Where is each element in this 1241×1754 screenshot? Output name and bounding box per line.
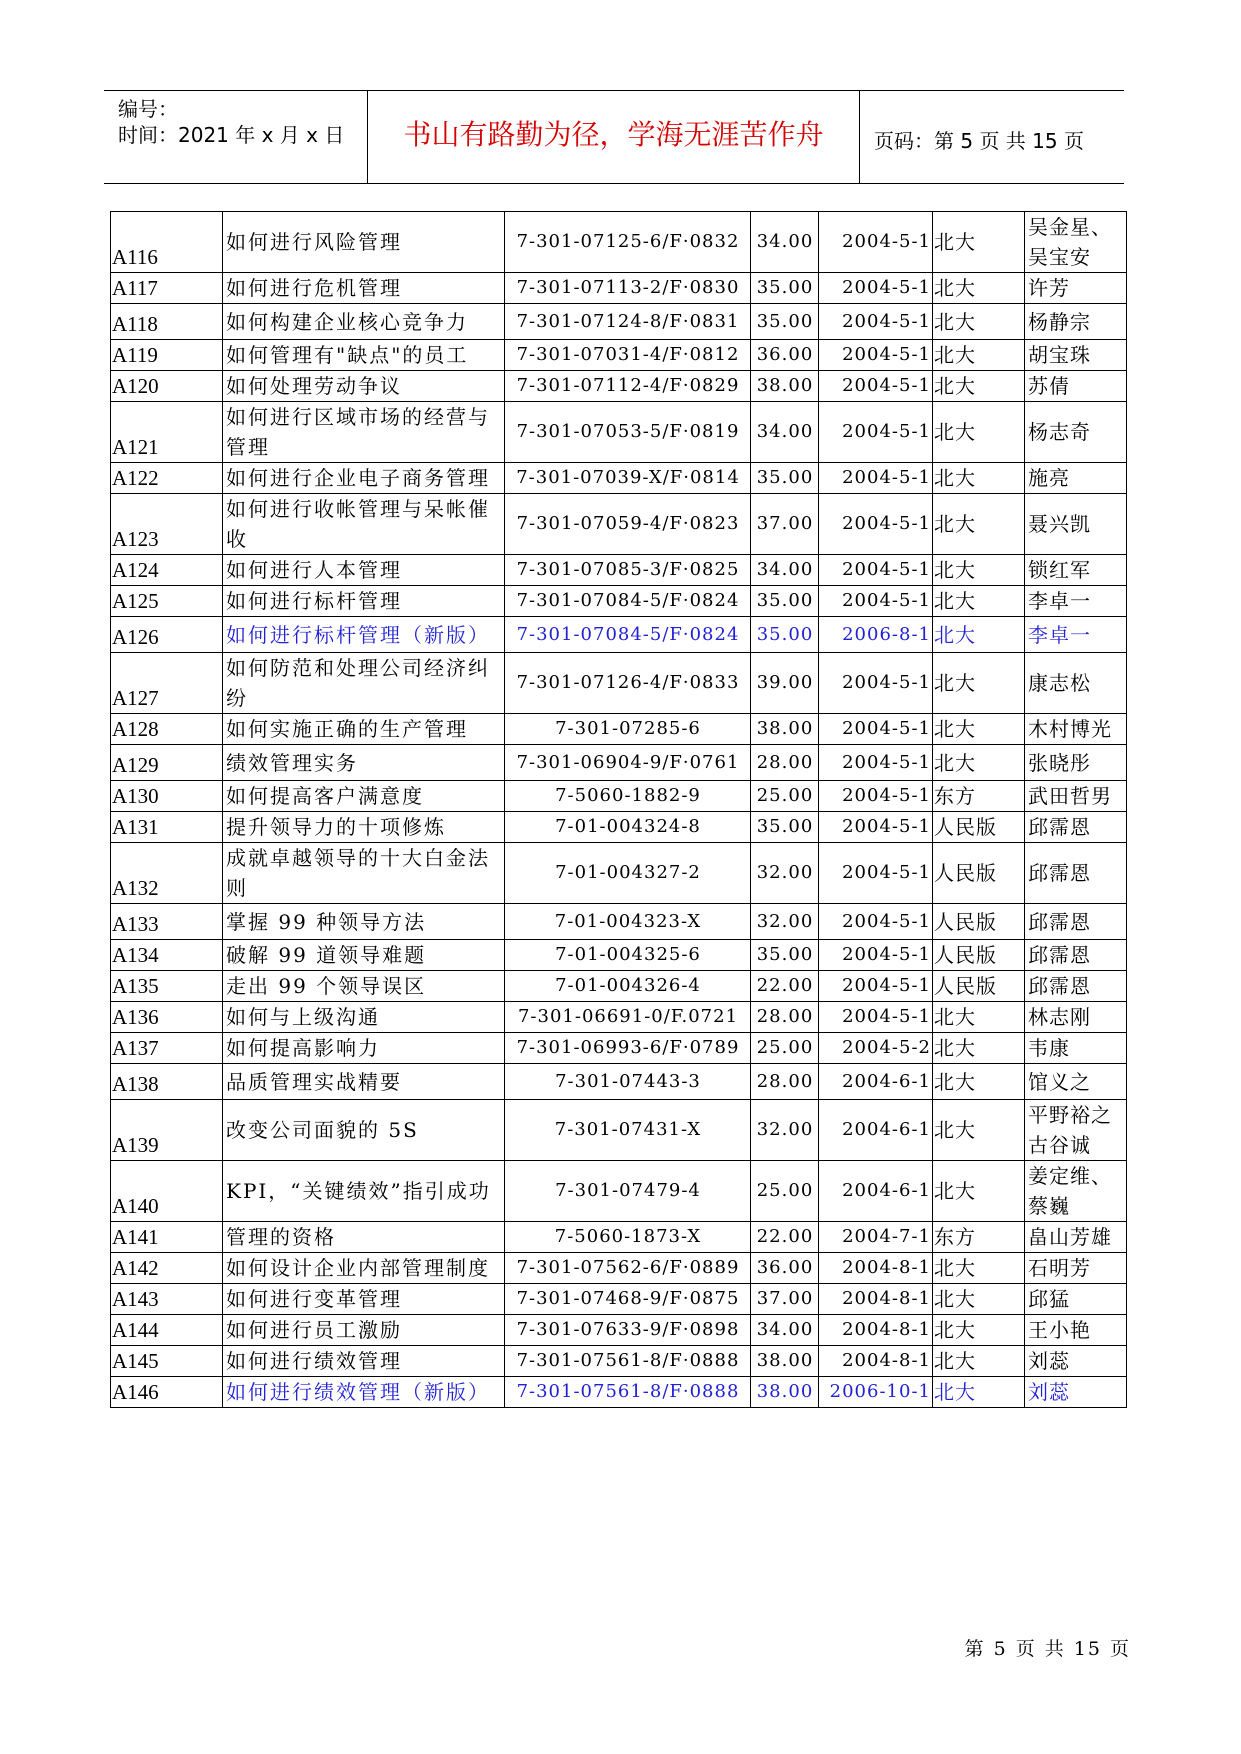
row-author: 邱霈恩 <box>1025 843 1127 904</box>
row-title: 如何进行人本管理 <box>223 555 505 586</box>
time-label: 时间：2021 年 x 月 x 日 <box>118 123 345 147</box>
row-author: 馆义之 <box>1025 1064 1127 1100</box>
row-date: 2004-5-1 <box>819 494 933 555</box>
table-row <box>111 1346 1127 1377</box>
row-isbn: 7-01-004327-2 <box>505 843 751 904</box>
row-publisher: 北大 <box>933 555 1025 586</box>
row-code: A142 <box>111 1253 223 1284</box>
row-author: 王小艳 <box>1025 1315 1127 1346</box>
row-code: A127 <box>111 653 223 714</box>
row-date: 2004-5-1 <box>819 273 933 304</box>
table-row <box>111 714 1127 745</box>
row-code: A129 <box>111 745 223 781</box>
table-row <box>111 1222 1127 1253</box>
row-author: 吴金星、吴宝安 <box>1025 212 1127 273</box>
row-publisher: 东方 <box>933 781 1025 812</box>
row-isbn: 7-301-07084-5/F·0824 <box>505 617 751 653</box>
row-title: 如何进行标杆管理 <box>223 586 505 617</box>
table-row <box>111 1064 1127 1100</box>
row-code: A121 <box>111 402 223 463</box>
row-isbn: 7-301-07084-5/F·0824 <box>505 586 751 617</box>
row-code: A135 <box>111 971 223 1002</box>
row-price: 35.00 <box>751 940 819 971</box>
row-publisher: 北大 <box>933 463 1025 494</box>
table-row <box>111 971 1127 1002</box>
row-author: 畠山芳雄 <box>1025 1222 1127 1253</box>
row-title: 如何进行危机管理 <box>223 273 505 304</box>
row-code: A132 <box>111 843 223 904</box>
row-price: 34.00 <box>751 402 819 463</box>
table-row <box>111 1002 1127 1033</box>
table-row <box>111 555 1127 586</box>
row-title: 绩效管理实务 <box>223 745 505 781</box>
row-author: 施亮 <box>1025 463 1127 494</box>
row-author: 锁红军 <box>1025 555 1127 586</box>
row-code: A137 <box>111 1033 223 1064</box>
table-row <box>111 463 1127 494</box>
row-price: 25.00 <box>751 1161 819 1222</box>
row-price: 35.00 <box>751 586 819 617</box>
row-price: 34.00 <box>751 1315 819 1346</box>
row-publisher: 北大 <box>933 745 1025 781</box>
row-date: 2004-5-1 <box>819 1002 933 1033</box>
row-title: 改变公司面貌的 5S <box>223 1100 505 1161</box>
table-row <box>111 1253 1127 1284</box>
row-price: 38.00 <box>751 1377 819 1408</box>
row-author: 李卓一 <box>1025 617 1127 653</box>
row-author: 李卓一 <box>1025 586 1127 617</box>
row-price: 28.00 <box>751 745 819 781</box>
row-author: 杨志奇 <box>1025 402 1127 463</box>
row-title: 如何处理劳动争议 <box>223 371 505 402</box>
row-publisher: 北大 <box>933 653 1025 714</box>
row-title: 如何设计企业内部管理制度 <box>223 1253 505 1284</box>
row-date: 2004-5-1 <box>819 304 933 340</box>
row-code: A136 <box>111 1002 223 1033</box>
row-code: A126 <box>111 617 223 653</box>
row-price: 38.00 <box>751 714 819 745</box>
row-date: 2004-5-1 <box>819 714 933 745</box>
row-author: 石明芳 <box>1025 1253 1127 1284</box>
row-author: 刘蕊 <box>1025 1377 1127 1408</box>
row-price: 35.00 <box>751 463 819 494</box>
row-isbn: 7-301-07039-X/F·0814 <box>505 463 751 494</box>
table-row <box>111 212 1127 273</box>
row-isbn: 7-301-07031-4/F·0812 <box>505 340 751 371</box>
row-code: A146 <box>111 1377 223 1408</box>
row-isbn: 7-301-06993-6/F·0789 <box>505 1033 751 1064</box>
row-price: 22.00 <box>751 1222 819 1253</box>
row-author: 姜定维、蔡巍 <box>1025 1161 1127 1222</box>
row-date: 2004-5-1 <box>819 371 933 402</box>
row-title: 如何提高客户满意度 <box>223 781 505 812</box>
row-date: 2004-5-1 <box>819 812 933 843</box>
row-price: 37.00 <box>751 1284 819 1315</box>
row-isbn: 7-301-07053-5/F·0819 <box>505 402 751 463</box>
row-title: 走出 99 个领导误区 <box>223 971 505 1002</box>
row-title: 如何进行变革管理 <box>223 1284 505 1315</box>
row-price: 32.00 <box>751 1100 819 1161</box>
row-publisher: 人民版 <box>933 904 1025 940</box>
row-title: 提升领导力的十项修炼 <box>223 812 505 843</box>
row-date: 2006-8-1 <box>819 617 933 653</box>
row-isbn: 7-301-07561-8/F·0888 <box>505 1346 751 1377</box>
table-row <box>111 1100 1127 1161</box>
row-author: 胡宝珠 <box>1025 340 1127 371</box>
row-isbn: 7-01-004325-6 <box>505 940 751 971</box>
table-row <box>111 273 1127 304</box>
row-code: A140 <box>111 1161 223 1222</box>
row-isbn: 7-5060-1873-X <box>505 1222 751 1253</box>
number-label: 编号： <box>118 97 178 121</box>
row-publisher: 人民版 <box>933 812 1025 843</box>
row-title: 如何防范和处理公司经济纠纷 <box>223 653 505 714</box>
row-author: 张晓彤 <box>1025 745 1127 781</box>
row-date: 2004-5-1 <box>819 555 933 586</box>
row-publisher: 北大 <box>933 1064 1025 1100</box>
table-row <box>111 1377 1127 1408</box>
row-price: 35.00 <box>751 273 819 304</box>
row-publisher: 北大 <box>933 1100 1025 1161</box>
row-date: 2004-5-1 <box>819 940 933 971</box>
row-title: KPI，“关键绩效”指引成功 <box>223 1161 505 1222</box>
row-price: 36.00 <box>751 1253 819 1284</box>
row-code: A139 <box>111 1100 223 1161</box>
row-code: A120 <box>111 371 223 402</box>
row-publisher: 北大 <box>933 1284 1025 1315</box>
row-author: 杨静宗 <box>1025 304 1127 340</box>
row-title: 如何进行绩效管理（新版） <box>223 1377 505 1408</box>
table-row <box>111 617 1127 653</box>
row-isbn: 7-301-07059-4/F·0823 <box>505 494 751 555</box>
row-code: A130 <box>111 781 223 812</box>
row-author: 聂兴凯 <box>1025 494 1127 555</box>
row-publisher: 北大 <box>933 340 1025 371</box>
row-date: 2004-5-1 <box>819 843 933 904</box>
row-isbn: 7-301-07124-8/F·0831 <box>505 304 751 340</box>
row-title: 如何与上级沟通 <box>223 1002 505 1033</box>
row-title: 如何管理有"缺点"的员工 <box>223 340 505 371</box>
row-code: A116 <box>111 212 223 273</box>
page-header <box>104 90 1124 184</box>
table-row <box>111 402 1127 463</box>
row-date: 2004-5-1 <box>819 653 933 714</box>
row-code: A134 <box>111 940 223 971</box>
row-title: 如何进行员工激励 <box>223 1315 505 1346</box>
row-price: 34.00 <box>751 212 819 273</box>
row-date: 2004-6-1 <box>819 1161 933 1222</box>
row-isbn: 7-301-07112-4/F·0829 <box>505 371 751 402</box>
row-code: A122 <box>111 463 223 494</box>
row-date: 2004-6-1 <box>819 1064 933 1100</box>
table-row <box>111 653 1127 714</box>
table-row <box>111 1284 1127 1315</box>
row-date: 2004-5-1 <box>819 745 933 781</box>
header-motto: 书山有路勤为径，学海无涯苦作舟 <box>403 118 824 151</box>
table-row <box>111 781 1127 812</box>
book-list-table <box>110 211 1127 1408</box>
row-publisher: 北大 <box>933 586 1025 617</box>
row-code: A128 <box>111 714 223 745</box>
row-code: A118 <box>111 304 223 340</box>
row-date: 2004-8-1 <box>819 1284 933 1315</box>
row-title: 如何提高影响力 <box>223 1033 505 1064</box>
row-publisher: 人民版 <box>933 843 1025 904</box>
row-author: 邱霈恩 <box>1025 971 1127 1002</box>
row-price: 22.00 <box>751 971 819 1002</box>
row-title: 掌握 99 种领导方法 <box>223 904 505 940</box>
header-info <box>118 91 368 183</box>
row-isbn: 7-301-07431-X <box>505 1100 751 1161</box>
row-date: 2004-8-1 <box>819 1315 933 1346</box>
row-isbn: 7-01-004326-4 <box>505 971 751 1002</box>
row-price: 32.00 <box>751 904 819 940</box>
row-isbn: 7-01-004323-X <box>505 904 751 940</box>
row-code: A143 <box>111 1284 223 1315</box>
row-title: 如何进行区域市场的经营与管理 <box>223 402 505 463</box>
row-publisher: 北大 <box>933 273 1025 304</box>
row-title: 如何进行绩效管理 <box>223 1346 505 1377</box>
row-title: 如何进行标杆管理（新版） <box>223 617 505 653</box>
row-publisher: 北大 <box>933 1377 1025 1408</box>
row-publisher: 北大 <box>933 714 1025 745</box>
row-author: 邱霈恩 <box>1025 940 1127 971</box>
row-isbn: 7-301-07562-6/F·0889 <box>505 1253 751 1284</box>
row-price: 35.00 <box>751 304 819 340</box>
row-code: A124 <box>111 555 223 586</box>
row-title: 破解 99 道领导难题 <box>223 940 505 971</box>
row-publisher: 北大 <box>933 1161 1025 1222</box>
row-publisher: 人民版 <box>933 940 1025 971</box>
row-price: 39.00 <box>751 653 819 714</box>
row-author: 平野裕之古谷诚 <box>1025 1100 1127 1161</box>
row-title: 如何进行风险管理 <box>223 212 505 273</box>
row-date: 2004-8-1 <box>819 1346 933 1377</box>
row-date: 2004-5-1 <box>819 781 933 812</box>
row-price: 35.00 <box>751 812 819 843</box>
row-publisher: 北大 <box>933 494 1025 555</box>
row-title: 如何实施正确的生产管理 <box>223 714 505 745</box>
row-publisher: 北大 <box>933 1315 1025 1346</box>
row-publisher: 北大 <box>933 371 1025 402</box>
row-author: 苏倩 <box>1025 371 1127 402</box>
table-row <box>111 304 1127 340</box>
row-title: 如何进行企业电子商务管理 <box>223 463 505 494</box>
row-author: 林志刚 <box>1025 1002 1127 1033</box>
row-code: A123 <box>111 494 223 555</box>
row-code: A117 <box>111 273 223 304</box>
row-publisher: 北大 <box>933 617 1025 653</box>
table-row <box>111 586 1127 617</box>
row-price: 34.00 <box>751 555 819 586</box>
row-title: 如何进行收帐管理与呆帐催收 <box>223 494 505 555</box>
row-code: A141 <box>111 1222 223 1253</box>
table-row <box>111 494 1127 555</box>
row-isbn: 7-301-07126-4/F·0833 <box>505 653 751 714</box>
row-isbn: 7-301-07633-9/F·0898 <box>505 1315 751 1346</box>
row-publisher: 北大 <box>933 1253 1025 1284</box>
row-author: 木村博光 <box>1025 714 1127 745</box>
book-rows <box>111 212 1127 1408</box>
row-isbn: 7-301-07285-6 <box>505 714 751 745</box>
row-publisher: 北大 <box>933 212 1025 273</box>
table-row <box>111 371 1127 402</box>
row-isbn: 7-5060-1882-9 <box>505 781 751 812</box>
header-page-number: 页码：第 5 页 共 15 页 <box>874 129 1084 153</box>
row-code: A131 <box>111 812 223 843</box>
row-isbn: 7-301-06691-0/F.0721 <box>505 1002 751 1033</box>
row-isbn: 7-301-07479-4 <box>505 1161 751 1222</box>
table-row <box>111 1315 1127 1346</box>
row-author: 康志松 <box>1025 653 1127 714</box>
row-isbn: 7-301-07561-8/F·0888 <box>505 1377 751 1408</box>
row-isbn: 7-301-07113-2/F·0830 <box>505 273 751 304</box>
row-code: A144 <box>111 1315 223 1346</box>
row-title: 如何构建企业核心竞争力 <box>223 304 505 340</box>
row-date: 2006-10-1 <box>819 1377 933 1408</box>
row-date: 2004-5-1 <box>819 971 933 1002</box>
row-date: 2004-8-1 <box>819 1253 933 1284</box>
row-price: 36.00 <box>751 340 819 371</box>
row-publisher: 北大 <box>933 1002 1025 1033</box>
row-author: 许芳 <box>1025 273 1127 304</box>
row-isbn: 7-301-07468-9/F·0875 <box>505 1284 751 1315</box>
row-price: 38.00 <box>751 1346 819 1377</box>
header-divider <box>859 91 860 183</box>
row-publisher: 北大 <box>933 304 1025 340</box>
row-date: 2004-5-1 <box>819 212 933 273</box>
row-date: 2004-7-1 <box>819 1222 933 1253</box>
row-publisher: 北大 <box>933 1346 1025 1377</box>
row-price: 37.00 <box>751 494 819 555</box>
row-date: 2004-5-1 <box>819 340 933 371</box>
row-publisher: 北大 <box>933 1033 1025 1064</box>
row-author: 武田哲男 <box>1025 781 1127 812</box>
row-isbn: 7-301-06904-9/F·0761 <box>505 745 751 781</box>
table-row <box>111 340 1127 371</box>
row-price: 28.00 <box>751 1064 819 1100</box>
row-code: A133 <box>111 904 223 940</box>
row-author: 刘蕊 <box>1025 1346 1127 1377</box>
row-date: 2004-5-1 <box>819 463 933 494</box>
row-isbn: 7-301-07443-3 <box>505 1064 751 1100</box>
table-row <box>111 1161 1127 1222</box>
row-author: 韦康 <box>1025 1033 1127 1064</box>
row-isbn: 7-01-004324-8 <box>505 812 751 843</box>
footer-page-number: 第 5 页 共 15 页 <box>964 1638 1131 1660</box>
row-code: A125 <box>111 586 223 617</box>
row-date: 2004-5-1 <box>819 402 933 463</box>
table-row <box>111 904 1127 940</box>
row-date: 2004-5-1 <box>819 904 933 940</box>
row-price: 25.00 <box>751 781 819 812</box>
row-publisher: 北大 <box>933 402 1025 463</box>
table-row <box>111 1033 1127 1064</box>
row-title: 品质管理实战精要 <box>223 1064 505 1100</box>
row-author: 邱霈恩 <box>1025 812 1127 843</box>
row-price: 28.00 <box>751 1002 819 1033</box>
row-date: 2004-5-2 <box>819 1033 933 1064</box>
row-price: 35.00 <box>751 617 819 653</box>
row-publisher: 人民版 <box>933 971 1025 1002</box>
row-price: 25.00 <box>751 1033 819 1064</box>
table-row <box>111 745 1127 781</box>
row-price: 32.00 <box>751 843 819 904</box>
row-code: A138 <box>111 1064 223 1100</box>
row-author: 邱猛 <box>1025 1284 1127 1315</box>
row-code: A119 <box>111 340 223 371</box>
row-price: 38.00 <box>751 371 819 402</box>
row-isbn: 7-301-07125-6/F·0832 <box>505 212 751 273</box>
table-row <box>111 843 1127 904</box>
row-title: 成就卓越领导的十大白金法则 <box>223 843 505 904</box>
row-title: 管理的资格 <box>223 1222 505 1253</box>
row-code: A145 <box>111 1346 223 1377</box>
row-author: 邱霈恩 <box>1025 904 1127 940</box>
table-row <box>111 812 1127 843</box>
row-date: 2004-5-1 <box>819 586 933 617</box>
row-publisher: 东方 <box>933 1222 1025 1253</box>
row-isbn: 7-301-07085-3/F·0825 <box>505 555 751 586</box>
table-row <box>111 940 1127 971</box>
row-date: 2004-6-1 <box>819 1100 933 1161</box>
